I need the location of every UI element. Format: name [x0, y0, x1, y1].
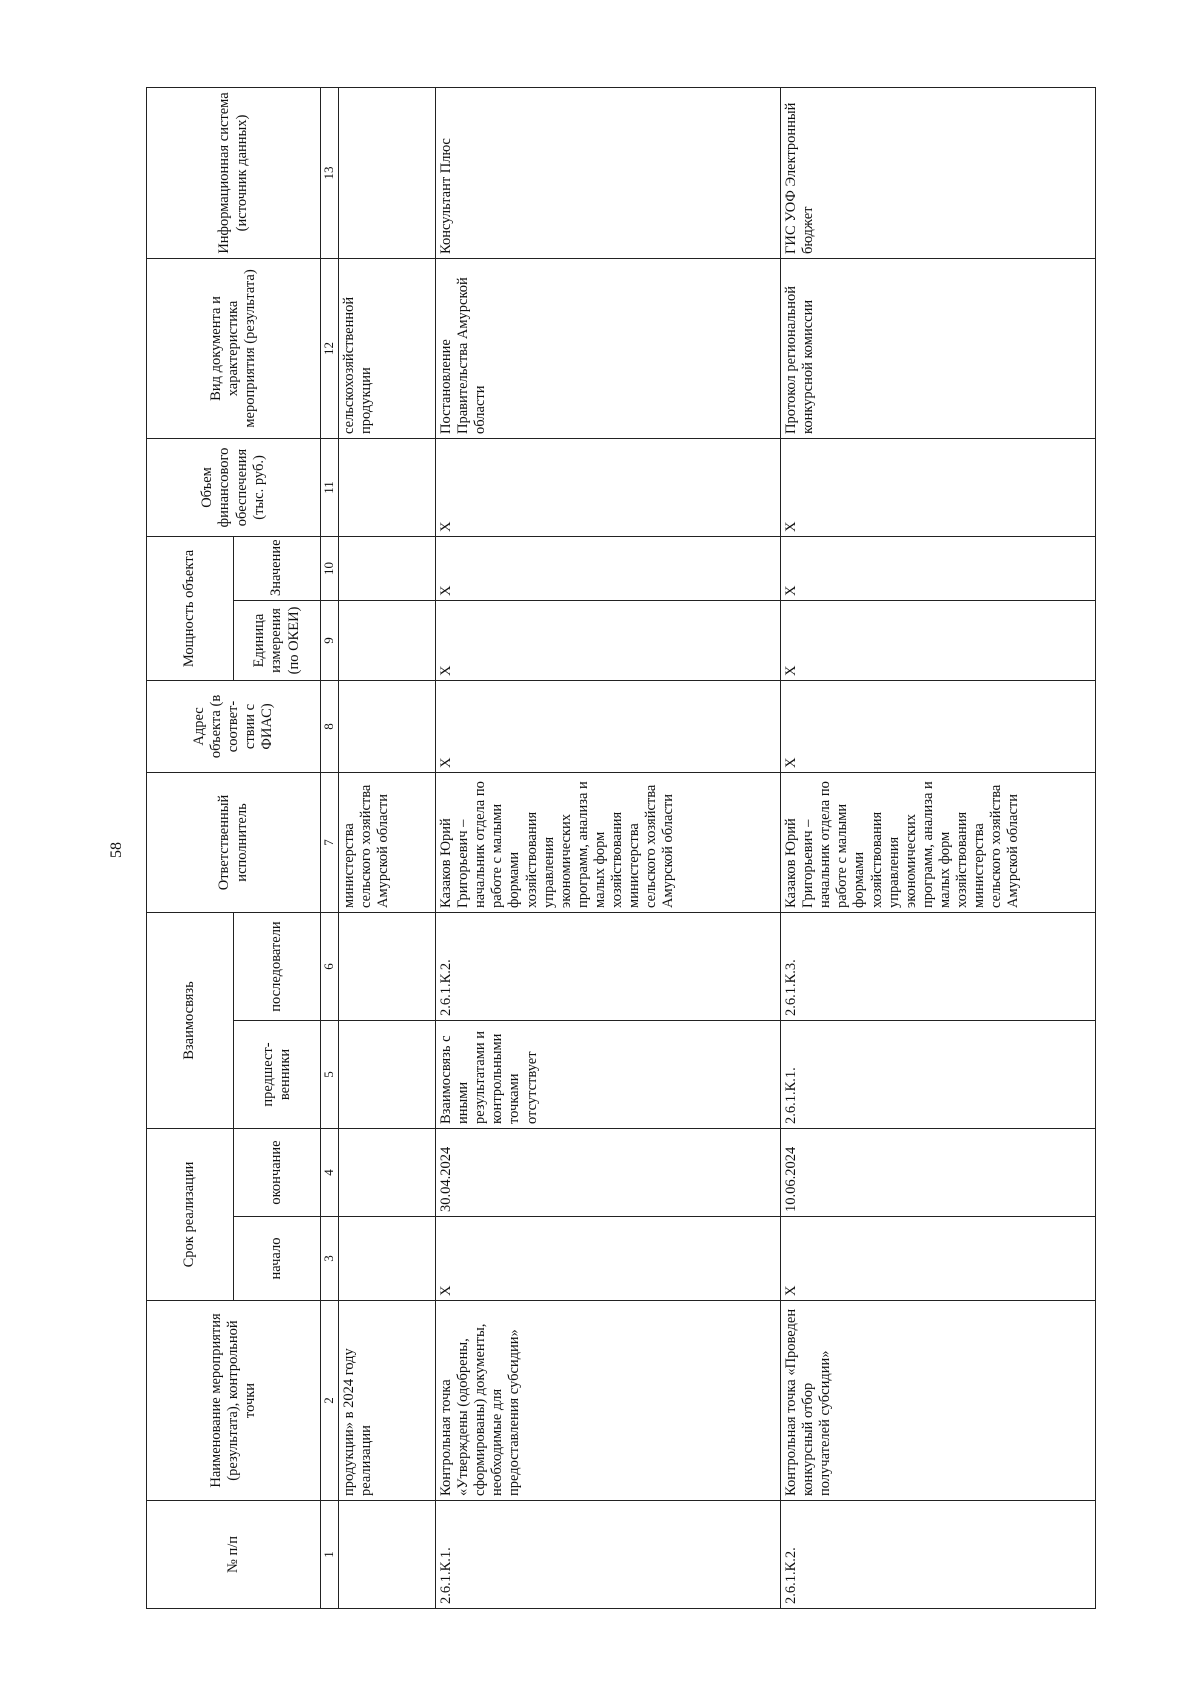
cell-doc: Постановление Правительства Амурской области	[436, 258, 781, 438]
header-unit: Единица измерения (по ОКЕИ)	[234, 600, 321, 680]
cell-is: Консультант Плюс	[436, 87, 781, 258]
cell-pred: 2.6.1.К.1.	[781, 1021, 1096, 1129]
col-num: 3	[321, 1217, 339, 1301]
cell-pred	[339, 1021, 436, 1129]
col-num: 7	[321, 772, 339, 912]
header-value: Значение	[234, 536, 321, 600]
cell-value: Х	[781, 536, 1096, 600]
header-name: Наименование мероприятия (результата), контрольной точки	[147, 1301, 321, 1501]
cell-resp: министерства сельского хозяйства Амурской области	[339, 772, 436, 912]
cell-start: Х	[781, 1217, 1096, 1301]
header-posl: последователи	[234, 912, 321, 1020]
cell-start: Х	[436, 1217, 781, 1301]
header-start: начало	[234, 1217, 321, 1301]
header-finance: Объем финансового обеспечения (тыс. руб.)	[147, 438, 321, 536]
cell-unit	[339, 600, 436, 680]
cell-num	[339, 1501, 436, 1609]
header-vzaim: Взаимосвязь	[147, 912, 234, 1128]
col-num: 10	[321, 536, 339, 600]
header-num: № п/п	[147, 1501, 321, 1609]
header-doc: Вид документа и характеристика мероприятия (результата)	[147, 258, 321, 438]
table-container	[146, 88, 1096, 1609]
cell-is: ГИС УОФ Электронный бюджет	[781, 87, 1096, 258]
cell-start	[339, 1217, 436, 1301]
cell-addr: Х	[436, 680, 781, 772]
cell-resp: Казаков Юрий Григорьевич – начальник отдела по работе с малыми формами хозяйствования управления экономических программ, анализа и малых форм хозяйствования министерства сельского хозяйства Амурской области	[436, 772, 781, 912]
col-num: 12	[321, 258, 339, 438]
col-num: 11	[321, 438, 339, 536]
table-row	[436, 87, 781, 1608]
cell-posl	[339, 912, 436, 1020]
header-is: Информационная система (источник данных)	[147, 87, 321, 258]
cell-value: Х	[436, 536, 781, 600]
page-number: 58	[108, 842, 125, 858]
rotated-table-frame	[146, 88, 1096, 1609]
cell-finance	[339, 438, 436, 536]
header-end: окончание	[234, 1129, 321, 1217]
table-row	[781, 87, 1096, 1608]
col-num: 6	[321, 912, 339, 1020]
cell-addr	[339, 680, 436, 772]
cell-resp: Казаков Юрий Григорьевич – начальник отдела по работе с малыми формами хозяйствования управления экономических программ, анализа и малых форм хозяйствования министерства сельского хозяйства Амурской области	[781, 772, 1096, 912]
cell-name: Контрольная точка «Проведен конкурсный отбор получателей субсидии»	[781, 1301, 1096, 1501]
cell-addr: Х	[781, 680, 1096, 772]
cell-end	[339, 1129, 436, 1217]
cell-value	[339, 536, 436, 600]
cell-end: 10.06.2024	[781, 1129, 1096, 1217]
header-row-1	[147, 87, 234, 1608]
cell-posl: 2.6.1.К.3.	[781, 912, 1096, 1020]
header-addr: Адрес объекта (в соответ-ствии с ФИАС)	[147, 680, 321, 772]
cell-num: 2.6.1.К.2.	[781, 1501, 1096, 1609]
cell-doc: Протокол региональной конкурсной комиссии	[781, 258, 1096, 438]
col-num: 8	[321, 680, 339, 772]
cell-is	[339, 87, 436, 258]
header-pred: предшест-венники	[234, 1021, 321, 1129]
header-srok: Срок реализации	[147, 1129, 234, 1301]
column-number-row	[321, 87, 339, 1608]
col-num: 13	[321, 87, 339, 258]
cell-finance: Х	[781, 438, 1096, 536]
cell-unit: Х	[436, 600, 781, 680]
cell-name: продукции» в 2024 году реализации	[339, 1301, 436, 1501]
col-num: 9	[321, 600, 339, 680]
table-row	[339, 87, 436, 1608]
cell-doc: сельскохозяйственной продукции	[339, 258, 436, 438]
col-num: 1	[321, 1501, 339, 1609]
header-resp: Ответственный исполнитель	[147, 772, 321, 912]
cell-unit: Х	[781, 600, 1096, 680]
cell-posl: 2.6.1.К.2.	[436, 912, 781, 1020]
cell-end: 30.04.2024	[436, 1129, 781, 1217]
cell-pred: Взаимосвязь с иными результатами и контрольными точками отсутствует	[436, 1021, 781, 1129]
header-power: Мощность объекта	[147, 536, 234, 680]
plan-table	[146, 87, 1096, 1609]
col-num: 4	[321, 1129, 339, 1217]
cell-name: Контрольная точка «Утверждены (одобрены, сформированы) документы, необходимые для предоставления субсидии»	[436, 1301, 781, 1501]
cell-finance: Х	[436, 438, 781, 536]
cell-num: 2.6.1.К.1.	[436, 1501, 781, 1609]
col-num: 2	[321, 1301, 339, 1501]
col-num: 5	[321, 1021, 339, 1129]
